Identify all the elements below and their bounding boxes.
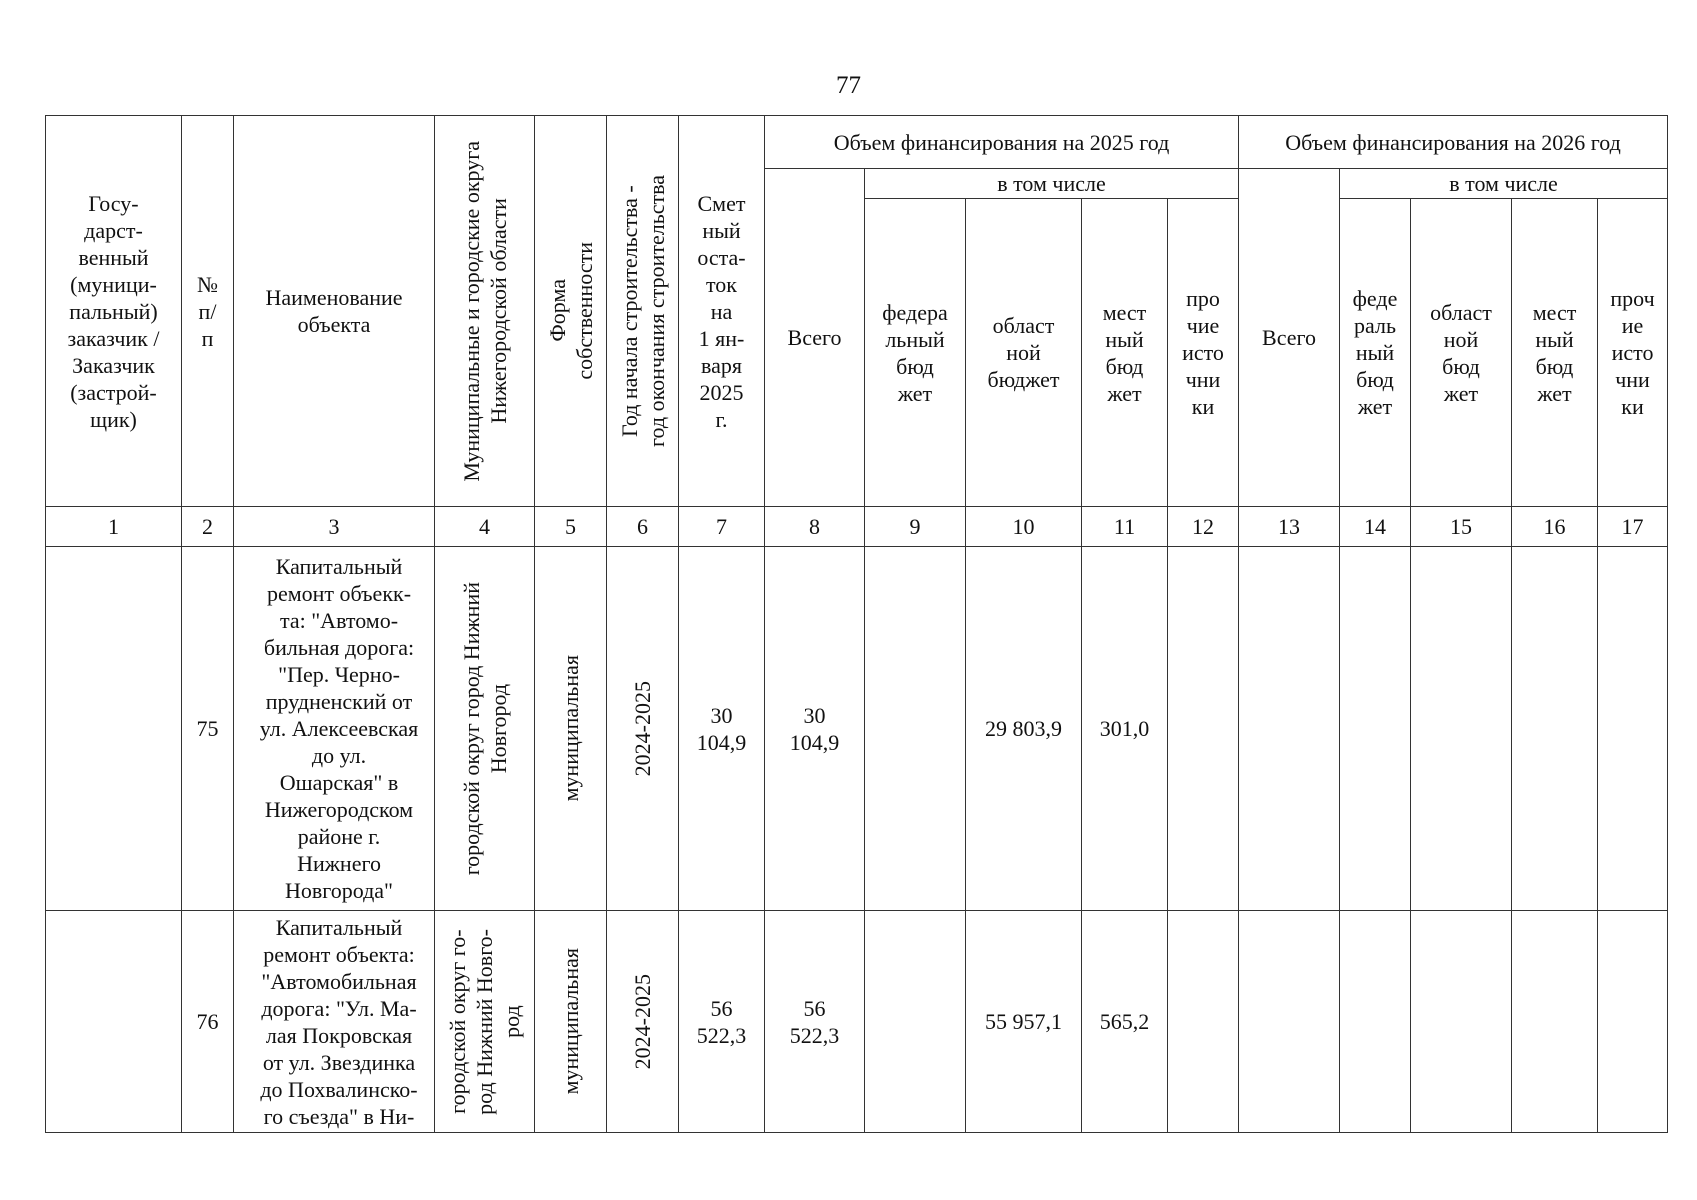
text-line: ток <box>705 271 737 297</box>
text-line: род <box>499 1005 524 1038</box>
text-line: бюджет <box>987 367 1060 392</box>
cell-balance <box>679 547 765 911</box>
text-line: до ул. <box>311 743 367 768</box>
text-line: 522,3 <box>696 1022 747 1048</box>
cell-other-2026 <box>1598 911 1668 1133</box>
cell-federal-2025 <box>865 547 966 911</box>
text-line: на <box>710 298 733 324</box>
text-line: 56 <box>803 995 826 1021</box>
page-number: 77 <box>836 72 861 99</box>
text-line: бюд <box>1105 353 1144 379</box>
column-number: 1 <box>46 507 182 547</box>
text-line: варя <box>701 352 742 378</box>
header-federal-2025 <box>865 199 966 507</box>
text-line: чие <box>1186 313 1220 338</box>
text-line: № <box>197 271 218 297</box>
text-line: исто <box>1182 340 1224 365</box>
text-line: дарст- <box>84 217 143 243</box>
cell-regional-2025: 55 957,1 <box>966 911 1082 1133</box>
text-line: Заказчик <box>72 352 155 378</box>
text-line: от ул. Звездинка <box>262 1049 416 1075</box>
text-line: жет <box>897 380 933 406</box>
text-line: чни <box>1185 367 1221 392</box>
text-line: раль <box>1354 313 1396 338</box>
text-line: Капитальный <box>275 914 403 940</box>
column-number: 14 <box>1340 507 1411 547</box>
text-line: городской округ го- <box>445 929 470 1114</box>
text-line: 56 <box>710 995 733 1021</box>
cell-regional-2025: 29 803,9 <box>966 547 1082 911</box>
text-line: про <box>1186 286 1220 311</box>
text-line: лая Покровская <box>265 1022 413 1048</box>
header-row-1 <box>46 116 1668 169</box>
text-line: федера <box>882 299 948 325</box>
text-line: 104,9 <box>789 729 840 755</box>
text-line: Нижегородском <box>264 797 414 822</box>
column-number: 3 <box>234 507 435 547</box>
header-financing-2026: Объем финансирования на 2026 год <box>1239 116 1668 169</box>
text-line: венный <box>78 244 149 270</box>
cell-local-2026 <box>1512 547 1598 911</box>
text-line: ремонт объекта: <box>263 941 415 967</box>
cell-local-2026 <box>1512 911 1598 1133</box>
column-number: 9 <box>865 507 966 547</box>
text-line: феде <box>1352 286 1398 311</box>
text-line: 104,9 <box>696 729 747 755</box>
text-line: ный <box>1355 340 1395 365</box>
text-line: жет <box>1107 380 1142 406</box>
text-line: бюд <box>1442 353 1480 379</box>
text-line: ной <box>1443 326 1479 352</box>
text-line: мест <box>1102 299 1147 325</box>
text-line: ремонт объекк- <box>266 581 412 606</box>
text-line: Год начала строительства - <box>616 185 642 437</box>
header-financing-2025: Объем финансирования на 2025 год <box>765 116 1239 169</box>
table-row <box>46 547 1668 911</box>
column-number: 6 <box>607 507 679 547</box>
text-line: ул. Алексеевская <box>259 716 419 741</box>
cell-ownership: муниципальная <box>535 911 607 1133</box>
header-regional-2026 <box>1411 199 1512 507</box>
column-number-row <box>46 507 1668 547</box>
column-number: 15 <box>1411 507 1512 547</box>
text-line: собственности <box>571 242 597 380</box>
cell-other-2025 <box>1168 547 1239 911</box>
header-total-2026: Всего <box>1239 169 1340 507</box>
cell-total-2026 <box>1239 547 1340 911</box>
column-number: 13 <box>1239 507 1340 547</box>
header-balance <box>679 116 765 507</box>
text-line: Новгорода" <box>284 878 394 903</box>
text-line: районе г. <box>297 824 381 849</box>
text-line: ный <box>1535 326 1574 352</box>
text-line: област <box>1430 299 1492 325</box>
cell-num: 76 <box>182 911 234 1133</box>
cell-total-2026 <box>1239 911 1340 1133</box>
header-federal-2026 <box>1340 199 1411 507</box>
text-line: льный <box>885 326 945 352</box>
text-line: го съезда" в Ни- <box>263 1103 415 1129</box>
cell-federal-2026 <box>1340 911 1411 1133</box>
text-line: пальный) <box>69 298 158 324</box>
text-line: 522,3 <box>789 1022 840 1048</box>
text-line: Нижегородской области <box>485 198 511 424</box>
header-local-2025 <box>1082 199 1168 507</box>
text-line: 30 <box>803 702 826 728</box>
header-local-2026 <box>1512 199 1598 507</box>
text-line: (застрой- <box>70 379 157 405</box>
text-line: Форма <box>544 279 570 343</box>
text-line: ный <box>702 217 741 243</box>
header-num <box>182 116 234 507</box>
text-line: ки <box>1191 394 1215 419</box>
cell-object-name <box>234 547 435 911</box>
cell-years: 2024-2025 <box>607 911 679 1133</box>
column-number: 16 <box>1512 507 1598 547</box>
text-line: п <box>201 325 214 351</box>
text-line: Муниципальные и городские округа <box>458 140 484 482</box>
cell-customer <box>46 547 182 911</box>
text-line: п/ <box>198 298 217 324</box>
text-line: (муници- <box>70 271 157 297</box>
cell-local-2025: 301,0 <box>1082 547 1168 911</box>
column-number: 8 <box>765 507 865 547</box>
text-line: Наименование <box>265 285 403 310</box>
header-including-2025: в том числе <box>865 169 1239 199</box>
header-regional-2025 <box>966 199 1082 507</box>
header-other-2026 <box>1598 199 1668 507</box>
text-line: ки <box>1621 394 1644 419</box>
text-line: Нижнего <box>297 851 381 876</box>
cell-other-2025 <box>1168 911 1239 1133</box>
text-line: 30 <box>710 702 733 728</box>
cell-ownership: муниципальная <box>535 547 607 911</box>
text-line: "Пер. Черно- <box>278 662 400 687</box>
text-line: Госу- <box>88 190 139 216</box>
text-line: 2025 <box>699 379 744 405</box>
column-number: 12 <box>1168 507 1239 547</box>
text-line: ный <box>1105 326 1144 352</box>
text-line: Смет <box>697 190 746 216</box>
text-line: городской округ город Нижний <box>458 581 484 876</box>
cell-total-2025 <box>765 911 865 1133</box>
cell-years: 2024-2025 <box>607 547 679 911</box>
financing-table <box>45 115 1668 1133</box>
text-line: дорога: "Ул. Ма- <box>261 995 417 1021</box>
text-line: 1 ян- <box>698 325 745 351</box>
cell-local-2025: 565,2 <box>1082 911 1168 1133</box>
text-line: "Автомобильная <box>261 968 417 994</box>
column-number: 2 <box>182 507 234 547</box>
text-line: Капитальный <box>275 554 403 579</box>
column-number: 10 <box>966 507 1082 547</box>
text-line: област <box>992 313 1055 338</box>
cell-total-2025 <box>765 547 865 911</box>
column-number: 5 <box>535 507 607 547</box>
text-line: оста- <box>697 244 746 270</box>
text-line: прудненский от <box>265 689 413 714</box>
cell-other-2026 <box>1598 547 1668 911</box>
text-line: Ошарская" в <box>279 770 399 795</box>
header-total-2025: Всего <box>765 169 865 507</box>
header-name <box>234 116 435 507</box>
cell-regional-2026 <box>1411 547 1512 911</box>
table-row <box>46 911 1668 1133</box>
text-line: жет <box>1443 380 1479 406</box>
text-line: проч <box>1610 286 1655 311</box>
cell-num: 75 <box>182 547 234 911</box>
header-customer <box>46 116 182 507</box>
text-line: объекта <box>297 312 371 337</box>
cell-balance <box>679 911 765 1133</box>
cell-municipality <box>435 911 535 1133</box>
text-line: жет <box>1357 394 1393 419</box>
text-line: г. <box>715 406 728 432</box>
text-line: бюд <box>896 353 934 379</box>
text-line: чни <box>1615 367 1650 392</box>
cell-federal-2026 <box>1340 547 1411 911</box>
text-line: жет <box>1537 380 1572 406</box>
cell-regional-2026 <box>1411 911 1512 1133</box>
text-line: Новгород <box>485 683 511 774</box>
text-line: та: "Автомо- <box>279 608 399 633</box>
text-line: заказчик / <box>67 325 160 351</box>
text-line: бюд <box>1356 367 1394 392</box>
text-line: исто <box>1611 340 1654 365</box>
cell-object-name <box>234 911 435 1133</box>
header-including-2026: в том числе <box>1340 169 1668 199</box>
text-line: год окончания строительства <box>643 175 669 447</box>
cell-municipality <box>435 547 535 911</box>
text-line: ие <box>1621 313 1644 338</box>
text-line: бильная дорога: <box>263 635 415 660</box>
text-line: мест <box>1532 299 1577 325</box>
cell-federal-2025 <box>865 911 966 1133</box>
header-ownership <box>535 116 607 507</box>
text-line: род Нижний Новго- <box>472 928 497 1115</box>
text-line: бюд <box>1535 353 1574 379</box>
text-line: до Похвалинско- <box>260 1076 418 1102</box>
column-number: 11 <box>1082 507 1168 547</box>
header-years <box>607 116 679 507</box>
header-municipality <box>435 116 535 507</box>
column-number: 4 <box>435 507 535 547</box>
header-other-2025 <box>1168 199 1239 507</box>
column-number: 17 <box>1598 507 1668 547</box>
column-number: 7 <box>679 507 765 547</box>
cell-customer <box>46 911 182 1133</box>
text-line: щик) <box>90 406 137 432</box>
text-line: ной <box>1006 340 1041 365</box>
